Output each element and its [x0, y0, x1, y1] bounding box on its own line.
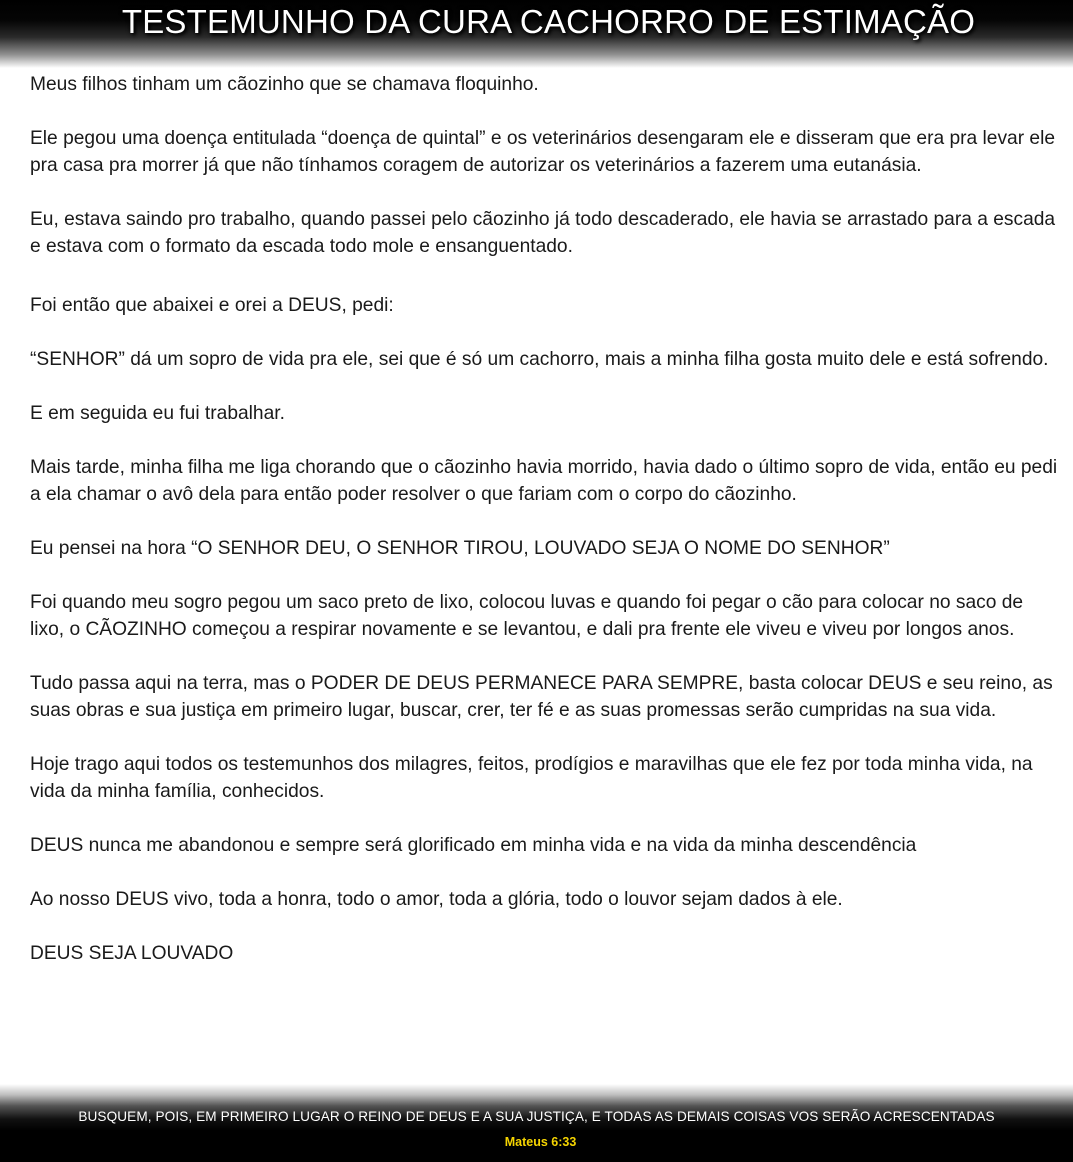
- footer-verse: BUSQUEM, POIS, EM PRIMEIRO LUGAR O REINO DE DEUS E A SUA JUSTIÇA, E TODAS AS DEMAIS COISAS VOS SERÃO ACRESCENTADAS: [78, 1109, 995, 1124]
- paragraph-thought: Eu pensei na hora “O SENHOR DEU, O SENHOR TIROU, LOUVADO SEJA O NOME DO SENHOR”: [30, 538, 890, 559]
- paragraph-prayer: “SENHOR” dá um sopro de vida pra ele, sei que é só um cachorro, mais a minha filha gosta muito dele e está sofrendo.: [30, 349, 1049, 370]
- paragraph-intro: Meus filhos tinham um cãozinho que se chamava floquinho.: [30, 74, 539, 95]
- paragraph-illness: Ele pegou uma doença entitulada “doença de quintal” e os veterinários desengaram ele e disseram que era pra levar ele pra casa pra morrer já que não tínhamos coragem de autorizar os veterinários a fazerem uma eutanásia.: [30, 128, 1056, 176]
- paragraph-prayer-intro: Foi então que abaixei e orei a DEUS, pedi:: [30, 295, 394, 316]
- paragraph-never-abandoned: DEUS nunca me abandonou e sempre será glorificado em minha vida e na vida da minha descendência: [30, 835, 917, 856]
- footer-verse-reference: Mateus 6:33: [504, 1135, 577, 1149]
- paragraph-testimonies: Hoje trago aqui todos os testemunhos dos milagres, feitos, prodígios e maravilhas que ele fez por toda minha vida, na vida da minha família, conhecidos.: [30, 754, 1033, 802]
- page-title: TESTEMUNHO DA CURA CACHORRO DE ESTIMAÇÃO: [121, 3, 976, 40]
- header-banner: [0, 0, 1073, 68]
- testimony-body: [30, 71, 1060, 994]
- paragraph-miracle: Foi quando meu sogro pegou um saco preto de lixo, colocou luvas e quando foi pegar o cão para colocar no saco de lixo, o CÃOZINHO começou a respirar novamente e se levantou, e dali pra frente ele viveu e viveu por longos anos.: [30, 592, 1024, 640]
- paragraph-went-to-work: E em seguida eu fui trabalhar.: [30, 403, 285, 424]
- paragraph-stairs: Eu, estava saindo pro trabalho, quando passei pelo cãozinho já todo descaderado, ele havia se arrastado para a escada e estava com o formato da escada todo mole e ensanguentado.: [30, 209, 1056, 257]
- paragraph-power-of-god: Tudo passa aqui na terra, mas o PODER DE DEUS PERMANECE PARA SEMPRE, basta colocar DEUS e seu reino, as suas obras e sua justiça em primeiro lugar, buscar, crer, ter fé e as suas promessas serão cumpridas na sua vida.: [30, 673, 1053, 721]
- paragraph-closing: DEUS SEJA LOUVADO: [30, 943, 234, 964]
- paragraph-honor: Ao nosso DEUS vivo, toda a honra, todo o amor, toda a glória, todo o louvor sejam dados à ele.: [30, 889, 843, 910]
- footer-banner: [0, 1084, 1073, 1162]
- paragraph-call: Mais tarde, minha filha me liga chorando que o cãozinho havia morrido, havia dado o último sopro de vida, então eu pedi a ela chamar o avô dela para então poder resolver o que fariam com o corpo do cãozinho.: [30, 457, 1058, 505]
